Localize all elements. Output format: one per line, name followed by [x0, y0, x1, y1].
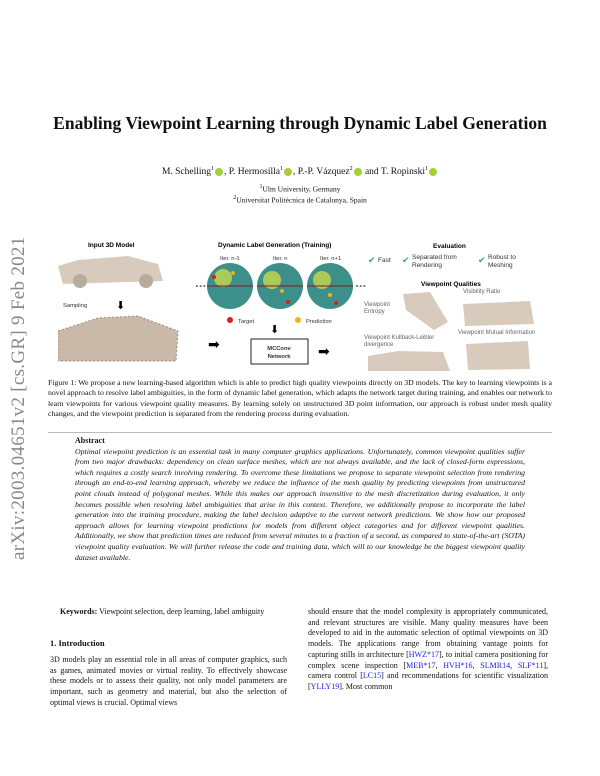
wheel — [139, 274, 153, 288]
svg-text:Iter. n-1: Iter. n-1 — [220, 256, 240, 262]
intro-right-column — [308, 607, 548, 693]
body-text: ] and recommendations for scientific visualization [ — [308, 671, 548, 691]
orcid-icon[interactable] — [215, 168, 223, 176]
sphere-iter-prev — [207, 256, 253, 309]
citation-link[interactable]: HWZ*17 — [408, 649, 439, 659]
prediction-dot — [295, 317, 301, 323]
section-heading: 1. Introduction — [50, 638, 105, 648]
author-name: P.-P. Vázquez — [297, 167, 350, 178]
arrow-right-icon: ➡ — [208, 336, 220, 352]
citation-link[interactable]: HVH*16 — [443, 660, 473, 670]
check-icon: ✔ — [402, 255, 410, 265]
ellipsis-icon: ∘∘∘ — [355, 284, 367, 290]
orcid-icon[interactable] — [284, 168, 292, 176]
check-separated: Separated from Rendering — [412, 254, 457, 269]
car-render — [466, 341, 530, 370]
affiliation-1: $^1$Ulm University, Germany — [259, 184, 341, 194]
author-name: P. Hermosilla — [228, 167, 280, 178]
body-text: ], camera control [ — [308, 660, 549, 681]
sphere-iter-next — [307, 256, 353, 309]
dlg-title: Dynamic Label Generation (Training) — [218, 242, 332, 249]
sampling-label: Sampling — [63, 303, 88, 309]
vq-visibility-ratio: Visibility Ratio — [463, 289, 501, 295]
point-cloud — [58, 316, 178, 361]
figure-caption: Figure 1: We propose a new learning-based algorithm which is able to predict high quality viewpoints directly on 3D models. The key to learning viewpoints is a novel approach to resolve label ambiguities, in the form of dynamic label generation, which adapts the network target during training, and enables our network to learn viewpoints for various viewpoint quality measures. By learning solely on unstructured 3D point information, our approach is robust under mesh quality changes, and the viewpoint prediction is separated from the rendering process during evaluation. — [48, 378, 552, 418]
intro-left-column: 3D models play an essential role in all areas of computer graphics, such as games, animated movies or virtual reality. To effectively showcase these models or to assess their quality, not only model parameters are important, such as geometry and material, but also the selection of optimal views is crucial. Optimal views — [50, 655, 287, 707]
citation-link[interactable]: LC15 — [362, 671, 382, 681]
ellipsis-icon: ∘∘∘ — [195, 284, 207, 290]
input-title: Input 3D Model — [88, 242, 135, 249]
car-render — [403, 292, 448, 330]
citation-link[interactable]: MEB*17 — [406, 660, 436, 670]
check-icon: ✔ — [478, 255, 486, 265]
affiliation-2: $^2$Universitat Politècnica de Catalunya, Spain — [233, 195, 367, 205]
car-render — [368, 351, 450, 371]
wheel — [73, 274, 87, 288]
check-robust: Robust to Meshing — [488, 254, 516, 269]
vq-title: Viewpoint Qualities — [421, 281, 481, 288]
arrow-down-icon: ⬇ — [116, 300, 126, 312]
orcid-icon[interactable] — [429, 168, 437, 176]
citation-link[interactable]: YLLY19 — [310, 681, 340, 691]
orcid-icon[interactable] — [354, 168, 362, 176]
body-text: , — [510, 660, 518, 670]
citation-link[interactable]: SLMR14 — [480, 660, 511, 670]
svg-text:Iter. n: Iter. n — [273, 256, 288, 262]
vq-kl-divergence: Viewpoint Kullback-Leibler divergence — [364, 335, 435, 348]
author-name: T. Ropinski — [380, 167, 426, 178]
citation-link[interactable]: SLF*11 — [517, 660, 544, 670]
sphere-iter-n — [257, 256, 303, 309]
arrow-down-icon: ⬇ — [270, 324, 280, 336]
body-text: , — [472, 660, 481, 670]
vq-mutual-information: Viewpoint Mutual Information — [458, 330, 536, 336]
car-render — [463, 301, 534, 326]
vq-entropy: Viewpoint Entropy — [364, 302, 390, 315]
eval-title: Evaluation — [433, 243, 466, 250]
paper-title: Enabling Viewpoint Learning through Dynamic Label Generation — [53, 113, 547, 133]
check-icon: ✔ — [368, 255, 376, 265]
arxiv-stamp: arXiv:2003.04651v2 [cs.GR] 9 Feb 2021 — [8, 236, 29, 560]
svg-text:Iter. n+1: Iter. n+1 — [320, 256, 342, 262]
abstract-heading: Abstract — [75, 436, 105, 445]
keywords: Keywords: Viewpoint selection, deep learning, label ambiguity — [60, 607, 265, 616]
abstract — [75, 436, 525, 563]
svg-text:Network: Network — [267, 354, 291, 360]
author-list: M. Schelling$^1$ , P. Hermosilla$^1$ , P.-P. Vázquez$^2$ and T. Ropinski$^1$ — [0, 166, 600, 177]
target-dot — [227, 317, 233, 323]
body-text: ]. Most common — [339, 681, 393, 691]
figure-1 — [58, 236, 542, 372]
body-text: should ensure that the model complexity is appropriately communicated, and relevant structures are visible. Many quality measures have been developed to aid in the automatic selection of optimal viewpoints on 3D models. The applications range from obtaining vantage points for capturing stills in architecture [ — [308, 607, 548, 659]
svg-text:MCConv: MCConv — [267, 346, 291, 352]
divider — [48, 432, 552, 433]
body-text: ], to initial camera positioning for complex scene inspection [ — [308, 649, 548, 670]
arrow-right-icon: ➡ — [318, 343, 330, 359]
check-fast: Fast — [378, 257, 391, 264]
legend-target: Target — [238, 319, 255, 325]
legend-prediction: Prediction — [306, 319, 332, 325]
body-text: , — [435, 660, 444, 670]
abstract-text: Optimal viewpoint prediction is an essential task in many computer graphics applications. Unfortunately, common viewpoint qualities suffer from two major drawbacks: dependency on clean surface meshes, which are not always available, and the lack of closed-form expressions, which requires a costly search involving rendering. To overcome these limitations we propose to separate viewpoint selection from rendering through an end-to-end learning approach, whereby we reduce the influence of the mesh quality by predicting viewpoints from unstructured point clouds instead of polygonal meshes. While this makes our approach insensitive to the mesh discretization during evaluation, it only becomes possible when resolving label ambiguities that arise in this context. Therefore, we additionally propose to incorporate the label generation into the training procedure, making the label decision adaptive to the current network predictions. We show how our proposed approach allows for learning viewpoint predictions for models from different object categories and for different viewpoint qualities. Additionally, we show that prediction times are reduced from several minutes to a fraction of a second, as compared to state-of-the-art (SOTA) viewpoint quality evaluation. We will further release the code and training data, which will to our knowledge be the biggest viewpoint quality dataset available. — [75, 446, 525, 562]
author-name: M. Schelling — [161, 167, 212, 178]
